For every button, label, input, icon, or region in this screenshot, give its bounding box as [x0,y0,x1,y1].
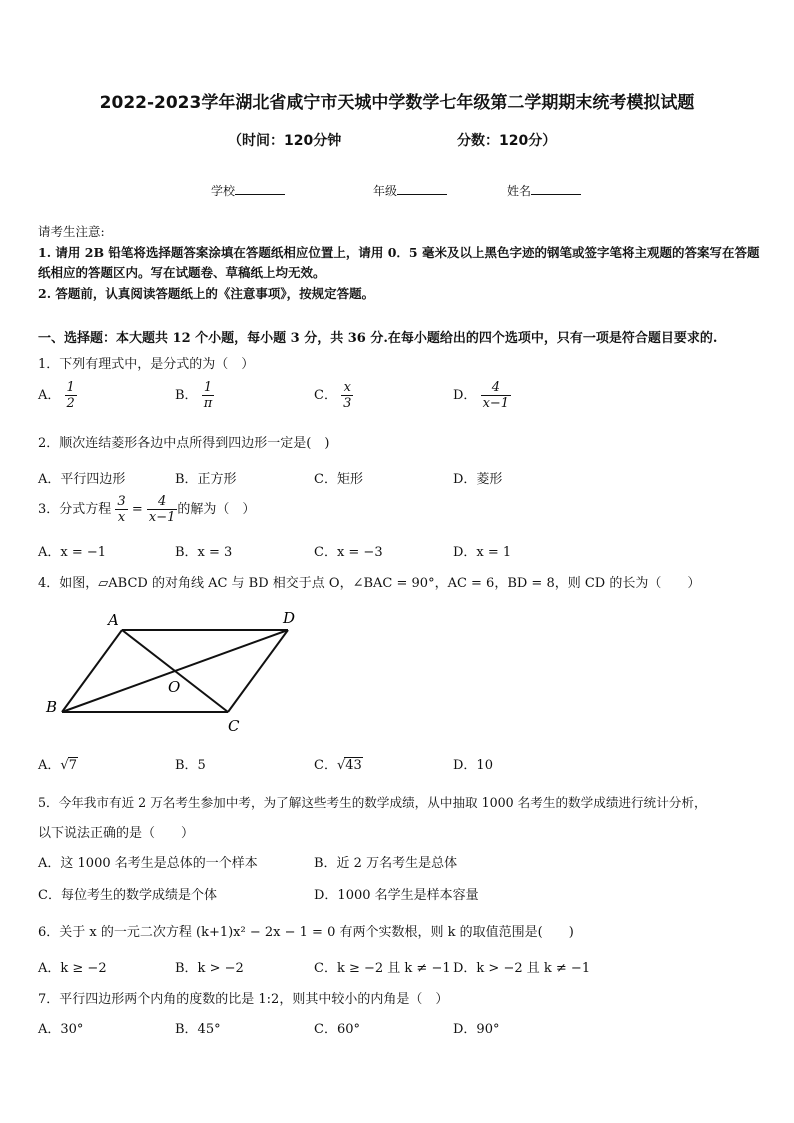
q6-option-b[interactable]: B．k > −2 [175,961,244,976]
q1-c-label: C． [314,388,337,403]
q5-stem-1: 5．今年我市有近 2 万名考生参加中考，为了解这些考生的数学成绩，从中抽取 1000 名考生的数学成绩进行统计分析， [38,795,707,810]
q4-option-b[interactable]: B．5 [175,758,206,773]
grade-label: 年级 [373,184,398,198]
q3-option-a[interactable]: A．x = −1 [38,545,107,560]
exam-score: 分数：120分） [457,133,557,149]
q4-c-radicand: 43 [345,758,362,773]
q3-left-fraction [115,494,127,525]
q1-b-den: π [203,396,213,411]
q1-option-a[interactable] [38,380,77,411]
notice-heading: 请考生注意: [38,224,105,239]
q7-option-c[interactable]: C．60° [314,1022,360,1037]
name-field [507,182,581,199]
q4-option-a[interactable]: A．√7 [38,758,77,773]
vertex-b-label: B [46,698,58,716]
q3-stem-post: 的解为（ ） [177,502,256,517]
q1-option-d[interactable] [453,380,511,411]
grade-blank[interactable] [397,182,447,195]
q3-l-num: 3 [117,494,126,509]
q3-option-c[interactable]: C．x = −3 [314,545,383,560]
q6-option-d[interactable]: D．k > −2 且 k ≠ −1 [453,961,591,976]
q1-a-num: 1 [66,380,75,395]
vertex-a-label: A [108,611,119,629]
q1-c-num: x [341,380,353,396]
parallelogram-figure [40,605,310,735]
q3-r-num: 4 [147,494,178,510]
q3-equals: = [131,502,143,517]
name-label: 姓名 [507,184,532,198]
q7-option-d[interactable]: D．90° [453,1022,500,1037]
q2-option-b[interactable]: B．正方形 [175,472,237,487]
q1-d-label: D． [453,388,477,403]
q4-option-d[interactable]: D．10 [453,758,493,773]
q2-option-c[interactable]: C．矩形 [314,472,363,487]
q6-option-c[interactable]: C．k ≥ −2 且 k ≠ −1 [314,961,451,976]
vertex-d-label: D [283,609,296,627]
q2-option-d[interactable]: D．菱形 [453,472,503,487]
grade-field [373,182,447,199]
exam-title: 2022-2023学年湖北省咸宁市天城中学数学七年级第二学期期末统考模拟试题 [99,93,695,113]
school-label: 学校 [211,184,236,198]
q1-option-c[interactable] [314,380,353,411]
name-blank[interactable] [531,182,581,195]
notice-item-1-text: 1. 请用 2B 铅笔将选择题答案涂填在答题纸相应位置上，请用 0．5 毫米及以上黑色字迹的钢笔或签字笔将主观题的答案写在答题纸相应的答题区内。写在试题卷、草稿纸上均无效。 [38,245,760,280]
q1-b-fraction [202,380,215,411]
notice-item-2 [38,284,760,304]
q6-option-a[interactable]: A．k ≥ −2 [38,961,107,976]
q1-b-label: B． [175,388,198,403]
q5-option-a[interactable]: A．这 1000 名考生是总体的一个样本 [38,856,258,871]
q7-stem: 7．平行四边形两个内角的度数的比是 1:2，则其中较小的内角是（ ） [38,992,449,1007]
edge-dc [228,630,288,712]
school-blank[interactable] [235,182,285,195]
q1-d-fraction [481,380,512,411]
q3-option-b[interactable]: B．x = 3 [175,545,233,560]
q1-c-den: 3 [343,396,352,411]
q4-stem: 4．如图，▱ABCD 的对角线 AC 与 BD 相交于点 O，∠BAC = 90°，AC = 6，BD = 8，则 CD 的长为（ ） [38,576,701,591]
q4-a-label: A． [38,758,61,773]
q1-a-label: A． [38,388,61,403]
notice-item-1 [38,243,760,283]
q4-c-label: C． [314,758,337,773]
edge-ba [62,630,122,712]
diagonal-bd [62,630,288,712]
q7-option-a[interactable]: A．30° [38,1022,84,1037]
q1-c-fraction [341,380,353,411]
vertex-c-label: C [228,717,240,735]
q2-option-a[interactable]: A．平行四边形 [38,472,126,487]
q4-a-radicand: 7 [68,758,77,773]
q3-l-den: x [117,510,126,525]
q3-stem [38,494,255,525]
exam-time: （时间：120分钟 [228,133,342,149]
q7-option-b[interactable]: B．45° [175,1022,221,1037]
q1-option-b[interactable] [175,380,214,411]
q3-r-den: x−1 [148,510,176,525]
school-field [211,182,285,199]
q5-option-b[interactable]: B．近 2 万名考生是总体 [314,856,458,871]
section-heading: 一、选择题：本大题共 12 个小题，每小题 3 分，共 36 分.在每小题给出的四个选项中，只有一项是符合题目要求的. [38,331,718,346]
q2-stem: 2．顺次连结菱形各边中点所得到四边形一定是( ) [38,436,330,451]
q1-a-den: 2 [66,396,75,411]
q1-stem: 1．下列有理式中，是分式的为（ ） [38,357,255,372]
q5-option-c[interactable]: C．每位考生的数学成绩是个体 [38,888,217,903]
q3-stem-pre: 3．分式方程 [38,502,112,517]
q1-d-den: x−1 [482,396,510,411]
q1-b-num: 1 [202,380,215,396]
q6-stem: 6．关于 x 的一元二次方程 (k+1)x² − 2x − 1 = 0 有两个实数根，则 k 的取值范围是( ) [38,925,574,940]
q1-d-num: 4 [481,380,512,396]
q5-stem-2: 以下说法正确的是（ ） [38,826,195,841]
q1-a-fraction [65,380,77,411]
q4-option-c[interactable]: C．√43 [314,758,362,773]
q3-right-fraction [147,494,178,525]
notice-item-2-text: 2. 答题前，认真阅读答题纸上的《注意事项》，按规定答题。 [38,286,375,301]
q5-option-d[interactable]: D．1000 名学生是样本容量 [314,888,479,903]
q3-option-d[interactable]: D．x = 1 [453,545,512,560]
point-o-label: O [168,678,181,696]
